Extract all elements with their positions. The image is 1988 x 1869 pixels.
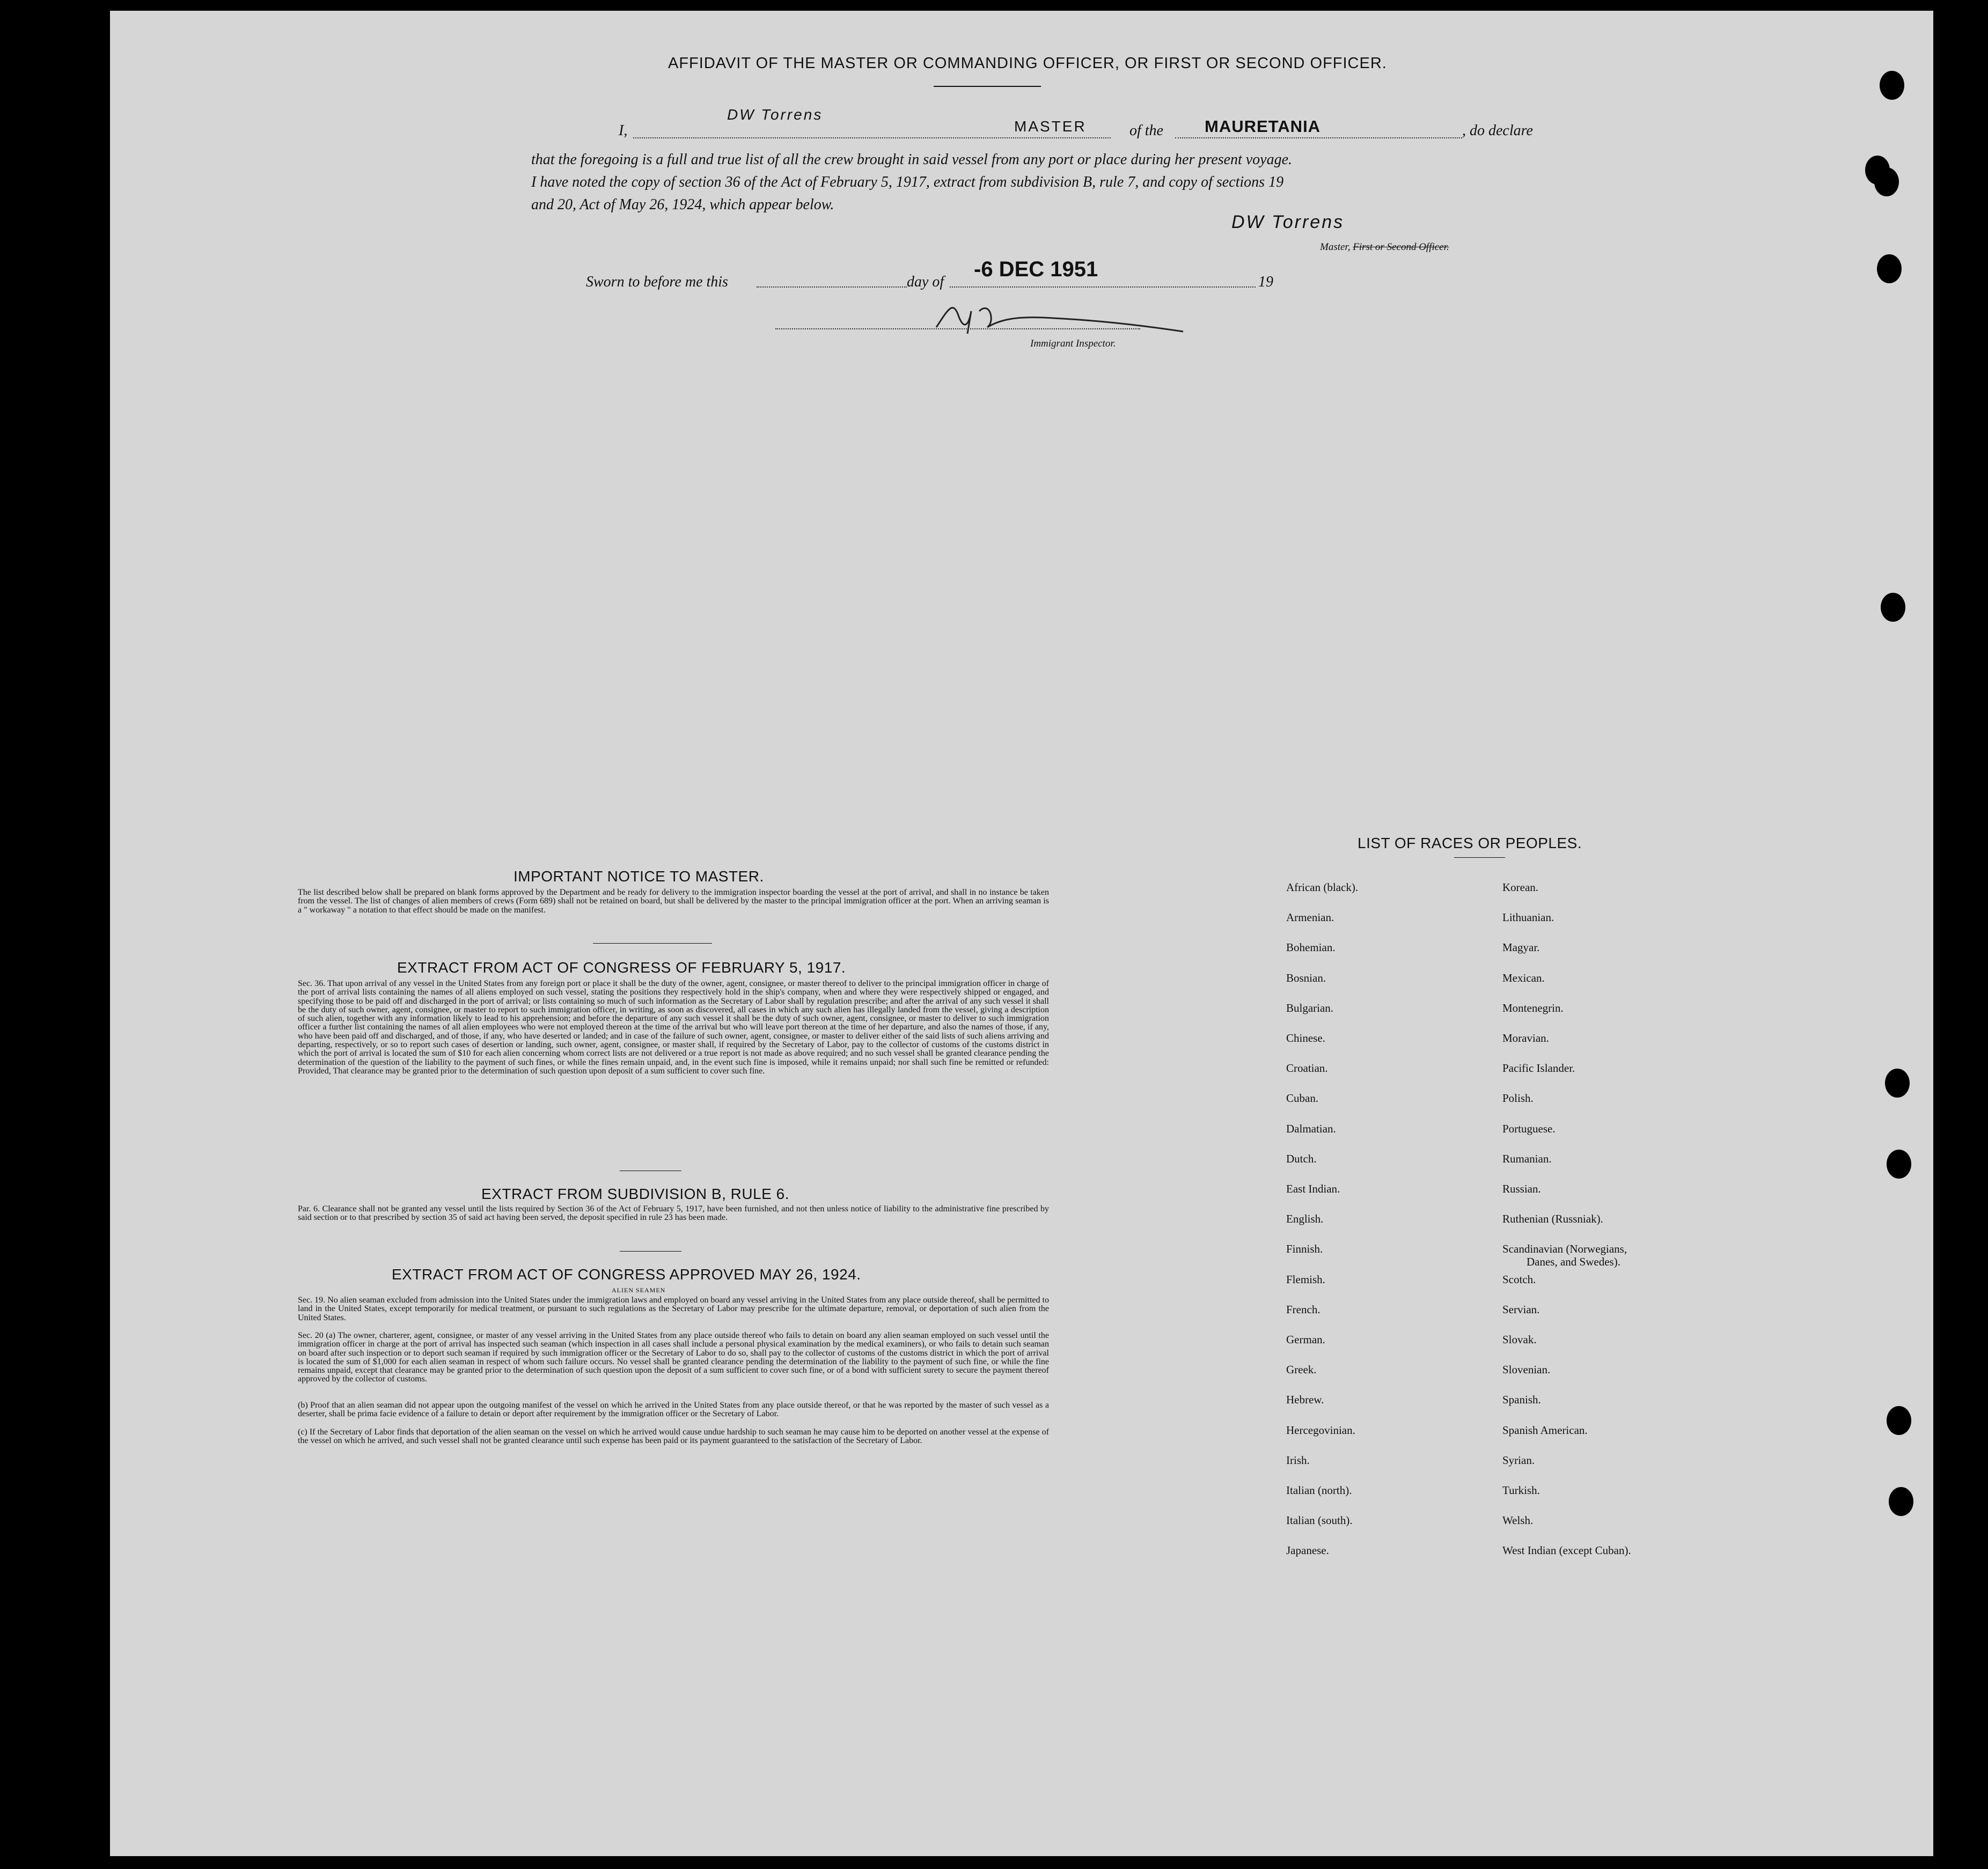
day-of-label: day of <box>907 274 944 290</box>
name-line <box>633 137 1111 138</box>
races-rule <box>1454 857 1505 858</box>
race-right-15: Slovak. <box>1502 1333 1537 1346</box>
race-right-13: Scotch. <box>1502 1273 1536 1286</box>
binder-hole <box>1885 1069 1910 1098</box>
subdivision-b-text: Par. 6. Clearance shall not be granted any vessel until the lists required by Section 36 of the Act of February 5, 1917, have been furnished, and not then unless notice of liability to the administrative fine prescribed by said section or to that prescribed by section 35 of said act having been served, the deposit specified in rule 23 has been made. <box>298 1204 1049 1223</box>
race-right-10: Russian. <box>1502 1182 1541 1195</box>
race-right-17: Spanish. <box>1502 1393 1541 1406</box>
manifest-page <box>110 11 1933 1856</box>
binder-hole <box>1880 71 1904 100</box>
notice-heading: IMPORTANT NOTICE TO MASTER. <box>513 868 764 885</box>
race-right-5: Moravian. <box>1502 1032 1549 1044</box>
alien-seamen-subheading: ALIEN SEAMEN <box>612 1286 666 1294</box>
sec-20c-text: (c) If the Secretary of Labor finds that deportation of the alien seaman on the vessel on which he arrived would cause undue hardship to such seaman he may cause him to be deported on another vessel at the expense of the vessel on which he arrived, and such vessel shall not be granted clearance until such expense has been paid or its payment guaranteed to the satisfaction of the Secretary of Labor. <box>298 1427 1049 1446</box>
affidavit-line-3: and 20, Act of May 26, 1924, which appear below. <box>531 196 834 213</box>
race-left-12: Finnish. <box>1286 1242 1323 1255</box>
inspector-line <box>775 328 1140 329</box>
title-rule <box>934 86 1041 87</box>
binder-hole <box>1889 1487 1913 1516</box>
race-scandinavian-cont: Danes, and Swedes). <box>1527 1255 1620 1268</box>
races-heading: LIST OF RACES OR PEOPLES. <box>1358 835 1582 851</box>
inspector-caption: Immigrant Inspector. <box>1030 338 1116 349</box>
sec-19-text: Sec. 19. No alien seaman excluded from admission into the United States under the immigration laws and employed on board any vessel arriving in the United States from any place outside thereof, shall be permitted to land in the United States, except temporarily for medical treatment, or pursuant to such regulations as the Secretary of Labor may prescribe for the ultimate departure, removal, or deportation of such alien from the United States. <box>298 1296 1049 1322</box>
year-suffix: 19 <box>1258 274 1273 290</box>
caption-master: Master, <box>1320 241 1351 253</box>
race-right-6: Pacific Islander. <box>1502 1062 1575 1075</box>
race-right-9: Rumanian. <box>1502 1152 1552 1165</box>
race-right-1: Lithuanian. <box>1502 911 1554 924</box>
binder-hole <box>1877 254 1902 283</box>
race-right-8: Portuguese. <box>1502 1122 1556 1135</box>
race-left-9: Dutch. <box>1286 1152 1317 1165</box>
race-right-2: Magyar. <box>1502 941 1540 954</box>
inspector-signature <box>775 290 1312 343</box>
binder-hole <box>1881 593 1905 622</box>
notice-text: The list described below shall be prepared on blank forms approved by the Department and be ready for delivery to the immigration inspector boarding the vessel at the port of arrival, and shall in no instance be taken from the vessel. The list of changes of alien members of crews (Form 689) shall not be retained on board, but shall be delivered by the master to the principal immigration officer at the port. When an arriving seaman is a " workaway " a notation to that effect should be made on the manifest. <box>298 888 1049 915</box>
race-left-19: Irish. <box>1286 1454 1310 1467</box>
race-right-12: Scandinavian (Norwegians, <box>1502 1242 1627 1255</box>
affidavit-line-2: I have noted the copy of section 36 of the Act of February 5, 1917, extract from subdivision B, rule 7, and copy of sections 19 <box>531 174 1284 190</box>
race-left-0: African (black). <box>1286 881 1359 894</box>
binder-hole <box>1874 167 1899 196</box>
race-right-16: Slovenian. <box>1502 1363 1551 1376</box>
sec-20a-text: Sec. 20 (a) The owner, charterer, agent, consignee, or master of any vessel arriving in the United States from any place outside thereof who fails to detain on board any alien seaman employed on such vessel until the immigration officer in charge at the port of arrival has inspected such seaman (which inspection in all cases shall include a personal physical examination by the medical examiners), or who fails to detain such seaman on board after such inspection or to deport such seaman if required by such immigration officer or the Secretary of Labor to do so, shall pay to the collector of customs of the customs district in which the port of arrival is located the sum of $1,000 for each alien seaman in respect of whom such failure occurs. No vessel shall be granted clearance pending the determination of the liability to the payment of such fine, or while the fine remains unpaid, except that clearance may be granted prior to the determination of such question upon the deposit of a sum sufficient to cover such fine, or of a bond with sufficient surety to secure the payment thereof approved by the collector of customs. <box>298 1331 1049 1384</box>
binder-hole <box>1887 1150 1911 1179</box>
extract-1917-heading: EXTRACT FROM ACT OF CONGRESS OF FEBRUARY 5, 1917. <box>397 959 846 976</box>
race-left-22: Japanese. <box>1286 1544 1329 1557</box>
race-right-18: Spanish American. <box>1502 1424 1588 1437</box>
race-right-7: Polish. <box>1502 1092 1534 1105</box>
race-left-7: Cuban. <box>1286 1092 1319 1105</box>
extract-1924-heading: EXTRACT FROM ACT OF CONGRESS APPROVED MAY 26, 1924. <box>392 1266 861 1283</box>
sec-20b-text: (b) Proof that an alien seaman did not appear upon the outgoing manifest of the vessel on which he arrived in the United States from any place outside thereof, or that he was reported by the master of such vessel as a deserter, shall be prima facie evidence of a failure to detain or deport after requirement by the immigration officer or the Secretary of Labor. <box>298 1401 1049 1419</box>
race-left-5: Chinese. <box>1286 1032 1325 1044</box>
affidavit-line-1: that the foregoing is a full and true list of all the crew brought in said vessel from any port or place during her present voyage. <box>531 151 1293 168</box>
race-right-3: Mexican. <box>1502 972 1545 984</box>
race-left-10: East Indian. <box>1286 1182 1340 1195</box>
ship-name-stamp: MAURETANIA <box>1205 117 1321 136</box>
race-left-21: Italian (south). <box>1286 1514 1353 1527</box>
race-left-1: Armenian. <box>1286 911 1334 924</box>
signature-caption <box>1320 241 1449 253</box>
subdivision-b-heading: EXTRACT FROM SUBDIVISION B, RULE 6. <box>481 1186 789 1202</box>
subdivision-b-rule <box>620 1251 681 1252</box>
race-left-14: French. <box>1286 1303 1321 1316</box>
caption-struck-officer: First or Second Officer. <box>1353 241 1449 253</box>
sworn-month-line <box>950 286 1256 288</box>
race-left-2: Bohemian. <box>1286 941 1336 954</box>
race-left-11: English. <box>1286 1212 1324 1225</box>
race-left-15: German. <box>1286 1333 1325 1346</box>
race-left-6: Croatian. <box>1286 1062 1328 1075</box>
ship-line <box>1175 137 1462 138</box>
sworn-day-line <box>757 286 907 288</box>
master-name-handwritten: DW Torrens <box>727 106 823 123</box>
race-left-18: Hercegovinian. <box>1286 1424 1355 1437</box>
race-right-19: Syrian. <box>1502 1454 1535 1467</box>
race-right-20: Turkish. <box>1502 1484 1540 1497</box>
race-right-21: Welsh. <box>1502 1514 1534 1527</box>
race-left-8: Dalmatian. <box>1286 1122 1336 1135</box>
race-right-14: Servian. <box>1502 1303 1540 1316</box>
binder-hole <box>1887 1406 1911 1435</box>
date-stamp: -6 DEC 1951 <box>974 257 1098 281</box>
sworn-label: Sworn to before me this <box>586 274 728 290</box>
race-left-4: Bulgarian. <box>1286 1002 1334 1014</box>
do-declare-label: , do declare <box>1462 122 1533 139</box>
of-the-label: of the <box>1129 122 1163 139</box>
race-right-22: West Indian (except Cuban). <box>1502 1544 1631 1557</box>
race-left-13: Flemish. <box>1286 1273 1325 1286</box>
race-right-4: Montenegrin. <box>1502 1002 1564 1014</box>
i-label: I, <box>619 122 628 139</box>
rank-handwritten: MASTER <box>1014 118 1087 135</box>
race-left-3: Bosnian. <box>1286 972 1326 984</box>
extract-1917-text: Sec. 36. That upon arrival of any vessel in the United States from any foreign port or place it shall be the duty of the owner, agent, consignee, or master thereof to deliver to the principal immigration officer in charge of the port of arrival lists containing the names of all aliens employed on such vessel, stating the positions they respectively hold in the ship's company, when and where they were respectively shipped or engaged, and specifying those to be paid off and discharged in the port of arrival; or lists containing so much of such information as the Secretary of Labor shall by regulation prescribe; and after the arrival of any such vessel it shall be the duty of such owner, agent, consignee, or master to report to such immigration officer, in writing, as soon as discovered, all cases in which any such alien has illegally landed from the vessel, giving a description of such alien, together with any information likely to lead to his apprehension; and before the departure of any such vessel it shall be the duty of such owner, agent, consignee, or master to deliver to such immigration officer a further list containing the names of all alien employees who were not employed thereon at the time of the arrival but who will leave port thereon at the time of her departure, and also the names of those, if any, who have been paid off and discharged, and of those, if any, who have deserted or landed; and in case of the failure of such owner, agent, consignee, or master to deliver either of the said lists of such aliens arriving and departing, respectively, or so to report such cases of desertion or landing, such owner, agent, consignee, or master shall, if required by the Secretary of Labor, pay to the collector of customs of the customs district in which the port of arrival is located the sum of $10 for each alien concerning whom correct lists are not delivered or a true report is not made as above required; and no such vessel shall be granted clearance pending the determination of the question of the liability to the payment of such fines, or while the fines remain unpaid, and, in the event such fine is imposed, while it remains unpaid; nor shall such fine be remitted or refunded: Provided, That clearance may be granted prior to the determination of such question upon deposit of a sum sufficient to cover such fine. <box>298 979 1049 1076</box>
race-left-17: Hebrew. <box>1286 1393 1324 1406</box>
affidavit-title: AFFIDAVIT OF THE MASTER OR COMMANDING OFFICER, OR FIRST OR SECOND OFFICER. <box>668 55 1387 72</box>
race-left-16: Greek. <box>1286 1363 1317 1376</box>
notice-rule <box>593 943 712 944</box>
race-right-11: Ruthenian (Russniak). <box>1502 1212 1603 1225</box>
race-left-20: Italian (north). <box>1286 1484 1352 1497</box>
master-signature: DW Torrens <box>1231 212 1345 232</box>
race-right-0: Korean. <box>1502 881 1539 894</box>
